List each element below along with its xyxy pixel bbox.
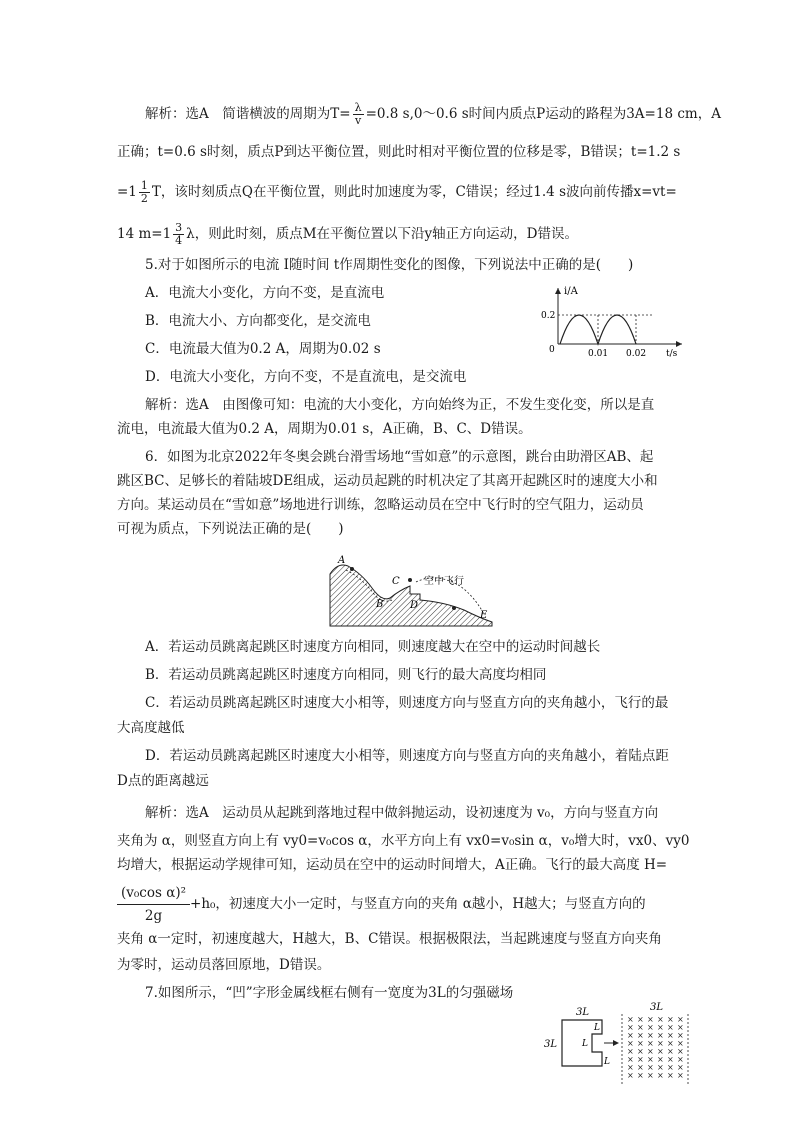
field-x-mark: ×	[667, 1071, 674, 1080]
q5-analysis-2: 流电，电流最大值为0.2 A，周期为0.01 s，A正确，B、C、D错误。	[117, 421, 532, 437]
field-x-mark: ×	[657, 1039, 664, 1048]
field-x-mark: ×	[627, 1055, 634, 1064]
field-x-mark: ×	[657, 1023, 664, 1032]
ski-jump-figure	[324, 552, 496, 630]
field-x-mark: ×	[667, 1023, 674, 1032]
q5-option-b: B．电流大小、方向都变化，是交流电	[145, 313, 371, 329]
velocity-arrowhead	[613, 1040, 619, 1046]
frame-field-figure	[540, 1000, 700, 1090]
field-x-mark: ×	[647, 1023, 654, 1032]
fraction: $\frac{1}{2}$	[140, 179, 148, 205]
field-x-mark: ×	[647, 1015, 654, 1024]
field-x-mark: ×	[647, 1063, 654, 1072]
field-x-mark: ×	[677, 1071, 684, 1080]
skier-icon	[408, 578, 412, 582]
q6-analysis-4: $\frac{\text{(v₀cos α)²}}{2g}$ +h₀，初速度大小一定时，与竖直方向的夹角 α越小，H越大；与竖直方向的	[117, 882, 646, 927]
field-x-mark: ×	[647, 1047, 654, 1056]
q4-line-1	[145, 102, 721, 127]
field-x-mark: ×	[627, 1063, 634, 1072]
field-x-mark: ×	[627, 1023, 634, 1032]
q6-stem-3: 方向。某运动员在“雪如意”场地进行训练，忽略运动员在空中飞行时的空气阻力，运动员	[117, 497, 644, 513]
field-x-mark: ×	[637, 1023, 644, 1032]
field-x-mark: ×	[657, 1031, 664, 1040]
x-axis-label: t/s	[666, 349, 678, 359]
q7-stem: 7.如图所示，“凹”字形金属线框右侧有一宽度为3L的匀强磁场	[145, 985, 514, 1001]
field-x-mark: ×	[657, 1063, 664, 1072]
field-x-mark: ×	[657, 1071, 664, 1080]
frame-inner-label: L	[594, 1023, 600, 1033]
field-x-mark: ×	[667, 1031, 674, 1040]
current-time-graph	[540, 282, 690, 362]
q6-analysis-1: 解析：选A 运动员从起跳到落地过程中做斜抛运动，设初速度为 v₀，方向与竖直方向	[145, 805, 659, 821]
x-axis-arrow	[676, 341, 682, 347]
q6-stem-1: 6．如图为北京2022年冬奥会跳台滑雪场地“雪如意”的示意图，跳台由助滑区AB、起	[145, 449, 654, 465]
q6-option-d-1: D．若运动员跳离起跳区时速度大小相等，则速度方向与竖直方向的夹角越小，着陆点距	[145, 748, 669, 764]
q5-stem: 5.对于如图所示的电流 I随时间 t作周期性变化的图像，下列说法中正确的是( )	[145, 257, 634, 273]
q4-text: 解析：选A 简谐横波的周期为	[145, 106, 331, 122]
field-x-mark: ×	[667, 1063, 674, 1072]
q6-option-d-2: D点的距离越远	[117, 773, 209, 789]
x-tick-label: 0.01	[588, 349, 609, 359]
field-x-mark: ×	[677, 1063, 684, 1072]
field-x-mark: ×	[667, 1039, 674, 1048]
field-x-mark: ×	[647, 1039, 654, 1048]
skier-icon	[350, 567, 354, 571]
q6-analysis-3: 均增大，根据运动学规律可知，运动员在空中的运动时间增大，A正确。飞行的最大高度 H=	[117, 857, 668, 873]
field-x-mark: ×	[637, 1055, 644, 1064]
q6-stem-4: 可视为质点，下列说法正确的是( )	[117, 521, 344, 537]
q5-option-c: C．电流最大值为0.2 A，周期为0.02 s	[145, 341, 381, 357]
field-x-mark: ×	[627, 1071, 634, 1080]
y-tick-label: 0.2	[541, 311, 556, 321]
field-x-mark: ×	[637, 1047, 644, 1056]
field-x-mark: ×	[657, 1047, 664, 1056]
y-axis-arrow	[555, 288, 561, 294]
q4-line-2: 正确；t=0.6 s时刻，质点P到达平衡位置，则此时相对平衡位置的位移是零，B错误；t=1.2 s	[117, 144, 681, 160]
point-a-label: A	[338, 555, 346, 566]
field-x-mark: ×	[667, 1055, 674, 1064]
point-e-label: E	[480, 610, 488, 621]
q4-line-4: 14 m=1 $\frac{3}{4}$ λ，则此时刻，质点M在平衡位置以下沿y轴正方向运动，D错误。	[117, 221, 579, 247]
frame-top-label: 3L	[576, 1007, 590, 1018]
q6-stem-2: 跳区BC、足够长的着陆坡DE组成，运动员起跳的时机决定了其离开起跳区时的速度大小和	[117, 473, 658, 489]
x-tick-label: 0.02	[626, 349, 647, 359]
point-b-label: B	[376, 599, 384, 610]
y-axis-label: i/A	[564, 286, 578, 297]
frame-inner-label: L	[582, 1039, 588, 1049]
q6-option-c-1: C．若运动员跳离起跳区时速度大小相等，则速度方向与竖直方向的夹角越小，飞行的最	[145, 695, 669, 711]
field-x-mark: ×	[677, 1015, 684, 1024]
q4-line-3: =1 $\frac{1}{2}$ T，该时刻质点Q在平衡位置，则此时加速度为零，C错误；经过1.4 s波向前传播x=vt=	[117, 179, 677, 205]
q6-option-a: A．若运动员跳离起跳区时速度方向相同，则速度越大在空中的运动时间越长	[145, 639, 601, 655]
frame-left-label: 3L	[544, 1039, 558, 1050]
q6-analysis-6: 为零时，运动员落回原地，D错误。	[117, 957, 331, 973]
point-c-label: C	[392, 576, 400, 587]
field-x-mark: ×	[647, 1071, 654, 1080]
q5-option-d: D．电流大小变化，方向不变，不是直流电，是交流电	[145, 369, 467, 385]
q6-analysis-5: 夹角 α一定时，初速度越大，H越大，B、C错误。根据极限法，当起跳速度与竖直方向夹角	[117, 931, 662, 947]
field-x-mark: ×	[647, 1055, 654, 1064]
fraction: $\frac{\lambda}{v}$	[354, 101, 362, 127]
field-x-mark: ×	[637, 1071, 644, 1080]
q5-analysis-1: 解析：选A 由图像可知：电流的大小变化，方向始终为正，不发生变化变，所以是直	[145, 397, 655, 413]
field-x-mark: ×	[627, 1047, 634, 1056]
field-x-mark: ×	[627, 1031, 634, 1040]
field-x-mark: ×	[647, 1031, 654, 1040]
field-x-mark: ×	[677, 1031, 684, 1040]
point-d-label: D	[410, 600, 419, 611]
origin-label: 0	[549, 345, 555, 355]
frame-bottom-label: L	[604, 1057, 610, 1067]
q5-option-a: A．电流大小变化，方向不变，是直流电	[145, 285, 385, 301]
flight-caption: 空中飞行	[424, 576, 464, 587]
q6-option-c-2: 大高度越低	[117, 720, 185, 736]
fraction: $\frac{3}{4}$	[175, 221, 183, 247]
field-x-mark: ×	[657, 1055, 664, 1064]
field-x-mark: ×	[637, 1063, 644, 1072]
field-x-mark: ×	[667, 1047, 674, 1056]
height-fraction: $\frac{\text{(v₀cos α)²}}{2g}$	[117, 882, 190, 927]
field-x-mark: ×	[637, 1039, 644, 1048]
field-x-mark: ×	[637, 1015, 644, 1024]
field-x-mark: ×	[677, 1039, 684, 1048]
field-x-mark: ×	[627, 1015, 634, 1024]
field-x-mark: ×	[677, 1055, 684, 1064]
field-x-mark: ×	[637, 1031, 644, 1040]
skier-icon	[452, 606, 456, 610]
field-x-mark: ×	[667, 1015, 674, 1024]
field-width-label: 3L	[650, 1002, 664, 1013]
magnetic-field-marks	[627, 1015, 684, 1080]
field-x-mark: ×	[657, 1015, 664, 1024]
q4-text: T=	[330, 106, 351, 122]
slope-hatched-ground	[330, 565, 492, 626]
field-x-mark: ×	[677, 1047, 684, 1056]
field-x-mark: ×	[677, 1023, 684, 1032]
q6-analysis-2: 夹角为 α，则竖直方向上有 vy0=v₀cos α，水平方向上有 vx0=v₀sin α，v₀增大时，vx0、vy0	[117, 833, 690, 849]
q4-text: =0.8 s,0～0.6 s时间内质点P运动的路程为3A=18 cm，A	[365, 106, 721, 122]
field-x-mark: ×	[627, 1039, 634, 1048]
q6-option-b: B．若运动员跳离起跳区时速度方向相同，则飞行的最大高度均相同	[145, 667, 547, 683]
